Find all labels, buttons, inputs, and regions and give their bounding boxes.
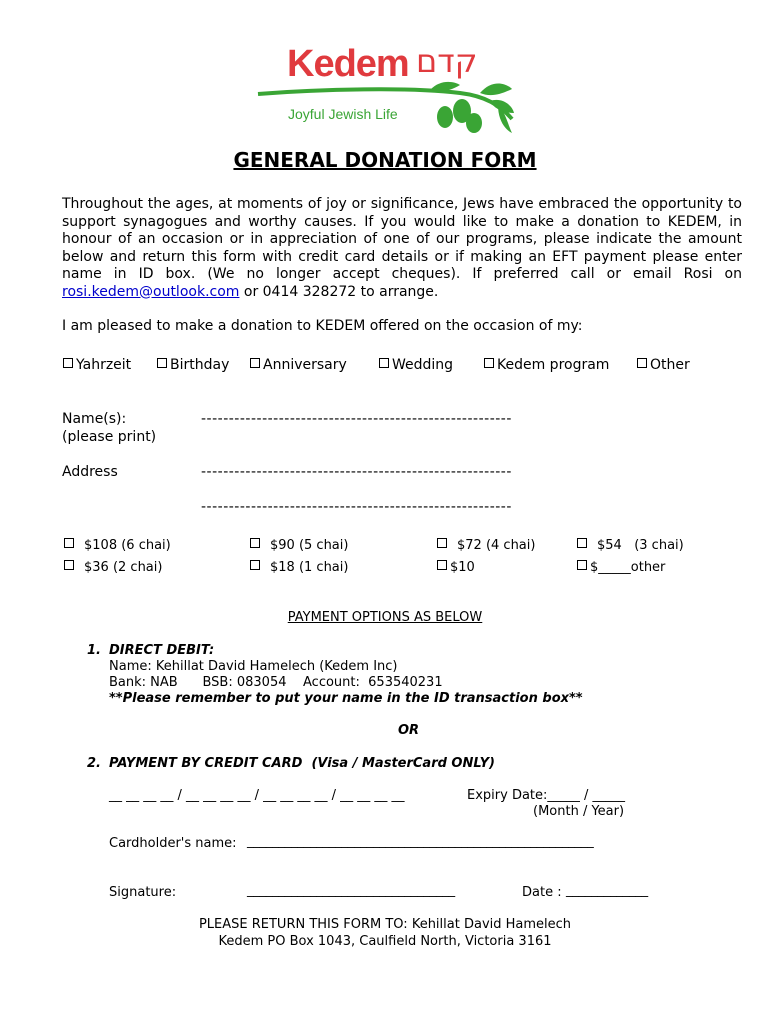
names-field[interactable]: --------------------------------------------------------: [201, 411, 512, 427]
email-link[interactable]: rosi.kedem@outlook.com: [62, 283, 240, 300]
direct-debit-title: DIRECT DEBIT:: [109, 643, 215, 658]
direct-debit-name: Name: Kehillat David Hamelech (Kedem Inc): [109, 659, 398, 674]
checkbox[interactable]: [637, 358, 647, 368]
checkbox[interactable]: [64, 560, 74, 570]
occasion-prompt: I am pleased to make a donation to KEDEM offered on the occasion of my:: [62, 318, 583, 334]
checkbox[interactable]: [484, 358, 494, 368]
expiry-field[interactable]: Expiry Date:_____ / _____: [467, 788, 626, 803]
names-sublabel: (please print): [62, 429, 157, 445]
checkbox[interactable]: [437, 538, 447, 548]
logo: [250, 40, 520, 140]
names-label: Name(s):: [62, 411, 127, 427]
intro-text: Throughout the ages, at moments of joy or significance, Jews have embraced the opportunity to support synagogues and worthy causes. If you would like to make a donation to KEDEM, in honour of an occasion or in appreciation of one of our programs, please indicate the amount below and return this form with credit card details or if making an EFT payment please enter name in ID box. (We no longer accept cheques). If preferred call or email Rosi on: [62, 196, 742, 282]
checkbox[interactable]: [157, 358, 167, 368]
checkbox[interactable]: [437, 560, 447, 570]
return-line-1: PLEASE RETURN THIS FORM TO: Kehillat David Hamelech: [198, 917, 572, 932]
direct-debit-bank: Bank: NAB BSB: 083054 Account: 653540231: [109, 675, 443, 690]
checkbox[interactable]: [577, 560, 587, 570]
checkbox[interactable]: [64, 538, 74, 548]
intro-tail: or 0414 328272 to arrange.: [243, 283, 439, 300]
checkbox[interactable]: [250, 358, 260, 368]
occasion-kedem-program[interactable]: Kedem program: [484, 357, 609, 374]
occasion-other[interactable]: Other: [637, 357, 690, 374]
or-divider: OR: [398, 723, 420, 738]
amount-90[interactable]: $90 (5 chai): [250, 538, 348, 554]
logo-hebrew: קדם: [416, 42, 478, 80]
return-line-2: Kedem PO Box 1043, Caulfield North, Victoria 3161: [218, 934, 552, 949]
amount-72[interactable]: $72 (4 chai): [437, 538, 535, 554]
amount-18[interactable]: $18 (1 chai): [250, 560, 348, 576]
credit-card-number: 2.: [87, 756, 101, 771]
occasion-wedding[interactable]: Wedding: [379, 357, 453, 374]
checkbox[interactable]: [379, 358, 389, 368]
signature-field[interactable]: _________________________________: [247, 883, 455, 898]
amount-10[interactable]: $10: [437, 560, 475, 576]
amount-other[interactable]: $_____other: [577, 560, 665, 576]
amount-54[interactable]: $54 (3 chai): [577, 538, 684, 554]
card-number-field[interactable]: __ __ __ __ / __ __ __ __ / __ __ __ __ / __ __ __ __: [109, 788, 405, 803]
checkbox[interactable]: [250, 560, 260, 570]
occasion-birthday[interactable]: Birthday: [157, 357, 229, 374]
logo-tagline: Joyful Jewish Life: [288, 106, 398, 122]
cardholder-label: Cardholder's name:: [109, 836, 237, 851]
address-label: Address: [62, 464, 118, 480]
amount-36[interactable]: $36 (2 chai): [64, 560, 162, 576]
signature-label: Signature:: [109, 885, 177, 900]
amount-108[interactable]: $108 (6 chai): [64, 538, 171, 554]
page-title: GENERAL DONATION FORM: [233, 148, 537, 172]
credit-card-title: PAYMENT BY CREDIT CARD (Visa / MasterCard ONLY): [109, 756, 495, 771]
date-label: Date :: [522, 885, 566, 900]
intro-paragraph: [62, 196, 742, 301]
occasion-yahrzeit[interactable]: Yahrzeit: [63, 357, 131, 374]
payment-heading: PAYMENT OPTIONS AS BELOW: [287, 610, 483, 625]
direct-debit-note: **Please remember to put your name in the ID transaction box**: [109, 691, 583, 706]
occasion-anniversary[interactable]: Anniversary: [250, 357, 347, 374]
expiry-sublabel: (Month / Year): [533, 804, 625, 819]
direct-debit-number: 1.: [87, 643, 101, 658]
checkbox[interactable]: [250, 538, 260, 548]
checkbox[interactable]: [63, 358, 73, 368]
checkbox[interactable]: [577, 538, 587, 548]
address-field-1[interactable]: --------------------------------------------------------: [201, 464, 512, 480]
cardholder-field[interactable]: _______________________________________________________: [247, 834, 594, 849]
logo-wordmark: Kedem: [287, 43, 409, 85]
date-field[interactable]: _____________: [566, 883, 648, 898]
address-field-2[interactable]: --------------------------------------------------------: [201, 499, 512, 515]
